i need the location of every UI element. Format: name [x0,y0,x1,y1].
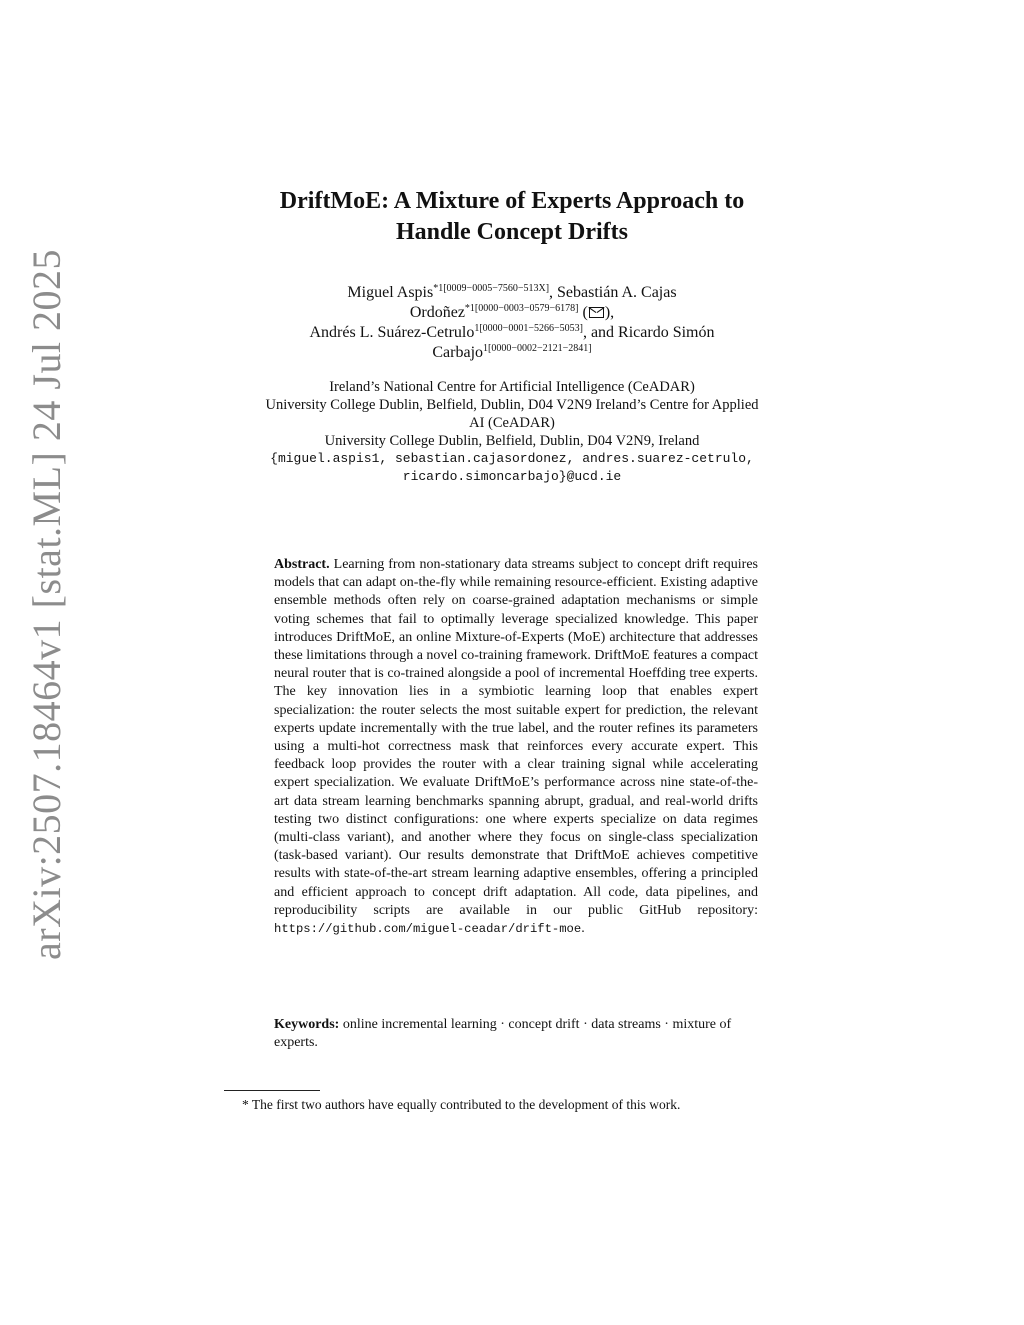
author-cajas-mark: *1[0000−0003−0579−6178] [464,303,579,314]
title-line-1: DriftMoE: A Mixture of Experts Approach to [279,188,745,214]
author-cajas-part2: Ordoñez [409,304,465,321]
author-suarez: Andrés L. Suárez-Cetrulo [309,324,475,341]
keywords [274,1016,758,1052]
arxiv-identifier-text: arXiv:2507.18464v1 [stat.ML] 24 Jul 2025 [23,248,69,960]
author-cajas-part1: , Sebastián A. Cajas [549,284,677,301]
author-simon-mark: 1[0000−0002−2121−2841] [483,343,592,354]
author-simon-part2: Carbajo [432,344,484,361]
arxiv-identifier-stamp [18,248,74,960]
abstract-end: . [581,921,585,937]
affiliation-line-1: Ireland’s National Centre for Artificial Intelligence (CeADAR) [329,379,695,395]
author-aspis: Miguel Aspis [347,284,434,301]
abstract [274,556,758,938]
keywords-label: Keywords: [274,1017,340,1032]
author-aspis-mark: *1[0009−0005−7560−513X] [433,283,550,294]
affiliation-line-4: University College Dublin, Belfield, Dublin, D04 V2N9, Ireland [324,433,700,449]
email-line-2: ricardo.simoncarbajo}@ucd.ie [402,469,622,484]
affiliation-line-3: AI (CeADAR) [469,415,555,431]
github-repository-link[interactable]: https://github.com/miguel-ceadar/drift-moe [274,922,582,937]
author-list: Miguel Aspis$^{*1[0009-0005-7560-513X]}$, Sebastián A. Cajas Ordoñez$^{*1[0000-0003-0579-6178]}$ ( ), Andrés L. Suárez-Cetrulo$^{1[0000-0001-5266-5053]}$, and Ricardo Simón Carbajo$^{1[0000-0002-2121-2841]}$ [309,283,715,361]
abstract-label: Abstract. [274,557,330,572]
title-line-2: Handle Concept Drifts [396,219,628,245]
footnote-text: * The first two authors have equally contributed to the development of this work. [242,1097,681,1112]
affiliation-line-2: University College Dublin, Belfield, Dublin, D04 V2N9 Ireland’s Centre for Applied [265,397,759,413]
footnote-divider [224,1090,320,1091]
email-line-1: {miguel.aspis1, sebastian.cajasordonez, andres.suarez-cetrulo, [270,451,754,466]
affiliation-block [220,378,804,486]
footnote [242,1096,822,1113]
author-suarez-mark: 1[0000−0001−5266−5053] [474,323,583,334]
paper-title [214,186,810,248]
abstract-text: Learning from non-stationary data streams subject to concept drift requires models that can adapt on-the-fly while remaining resource-efficient. Existing adaptive ensemble methods often rely on coarse-grained adaptation mechanisms or simple voting schemes that fail to optimally leverage specialized knowledge. This paper introduces DriftMoE, an online Mixture-of-Experts (MoE) architecture that addresses these limitations through a novel co-training framework. DriftMoE features a compact neural router that is co-trained alongside a pool of incremental Hoeffding tree experts. The key innovation lies in a symbiotic learning loop that enables expert specialization: the router selects the most suitable expert for prediction, the relevant experts update incrementally with the true label, and the router refines its parameters using a multi-hot correctness mask that reinforces every accurate expert. This feedback loop provides the router with a clear training signal while accelerating expert specialization. We evaluate DriftMoE’s performance across nine state-of-the-art data stream learning benchmarks spanning abrupt, gradual, and real-world drifts testing two distinct configurations: one where experts specialize on data regimes (multi-class variant), and another where they focus on single-class specialization (task-based variant). Our results demonstrate that DriftMoE achieves competitive results with state-of-the-art stream learning adaptive ensembles, offering a principled and efficient approach to concept drift adaptation. All code, data pipelines, and reproducibility scripts are available in our public GitHub repository: [274,557,759,918]
author-cajas-suffix: ), [604,304,615,321]
envelope-icon [589,307,604,318]
keywords-text: online incremental learning · concept drift · data streams · mixture of experts. [274,1017,732,1051]
author-simon-part1: , and Ricardo Simón [582,324,715,341]
